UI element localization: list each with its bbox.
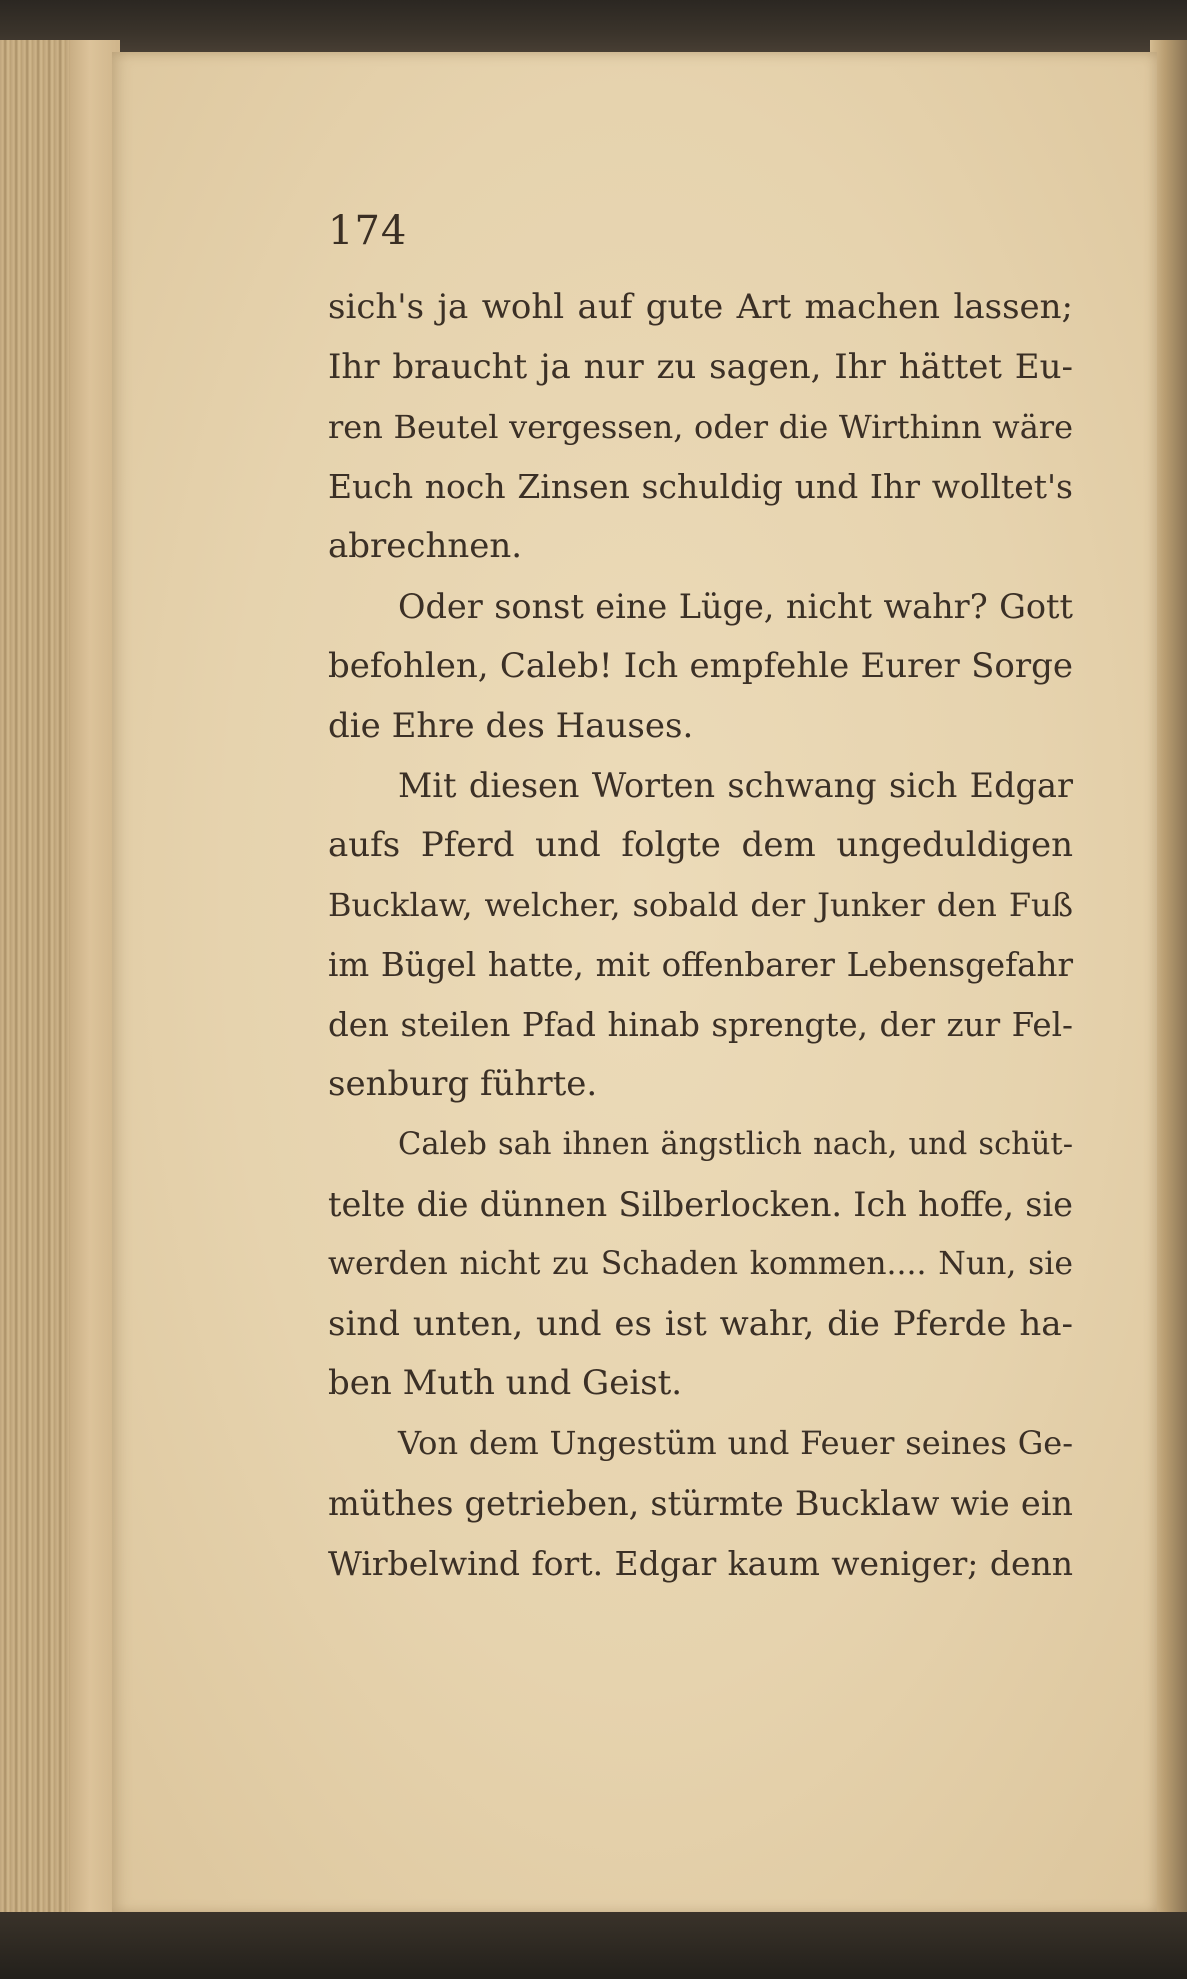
- text-line: Von dem Ungestüm und Feuer seines Ge-: [398, 1424, 1073, 1463]
- book-cover-bottom-edge: [0, 1912, 1187, 1979]
- text-line: senburg führte.: [328, 1064, 598, 1105]
- text-line: werden nicht zu Schaden kommen.... Nun, sie: [328, 1245, 1073, 1282]
- text-line: die Ehre des Hauses.: [328, 705, 694, 746]
- text-line: aufs Pferd und folgte dem ungeduldigen: [328, 825, 1073, 866]
- text-line: telte die dünnen Silberlocken. Ich hoffe, sie: [328, 1184, 1073, 1224]
- text-line: müthes getrieben, stürmte Bucklaw wie ein: [328, 1483, 1073, 1523]
- book-cover-top-edge: [0, 0, 1187, 56]
- page-text: [328, 278, 1073, 1594]
- text-line: im Bügel hatte, mit offenbarer Lebensgefahr: [328, 945, 1073, 984]
- text-line: abrechnen.: [328, 526, 523, 567]
- text-line: sind unten, und es ist wahr, die Pferde ha-: [328, 1303, 1073, 1344]
- page-number: 174: [328, 208, 408, 254]
- text-line: Bucklaw, welcher, sobald der Junker den Fuß: [328, 885, 1073, 924]
- text-line: Caleb sah ihnen ängstlich nach, und schüt-: [398, 1127, 1073, 1163]
- text-line: sich's ja wohl auf gute Art machen lassen;: [328, 287, 1073, 327]
- text-line: Ihr braucht ja nur zu sagen, Ihr hättet Eu-: [328, 346, 1073, 387]
- text-line: Euch noch Zinsen schuldig und Ihr wolltet's: [328, 467, 1073, 507]
- text-line: Mit diesen Worten schwang sich Edgar: [398, 766, 1073, 806]
- text-line: Oder sonst eine Lüge, nicht wahr? Gott: [398, 586, 1073, 626]
- stacked-page-edges: [0, 40, 120, 1920]
- text-line: ben Muth und Geist.: [328, 1363, 683, 1404]
- text-line: Wirbelwind fort. Edgar kaum weniger; denn: [328, 1543, 1073, 1583]
- text-line: befohlen, Caleb! Ich empfehle Eurer Sorge: [328, 645, 1073, 686]
- text-line: den steilen Pfad hinab sprengte, der zur Fel-: [328, 1005, 1073, 1044]
- text-line: ren Beutel vergessen, oder die Wirthinn wäre: [328, 407, 1073, 446]
